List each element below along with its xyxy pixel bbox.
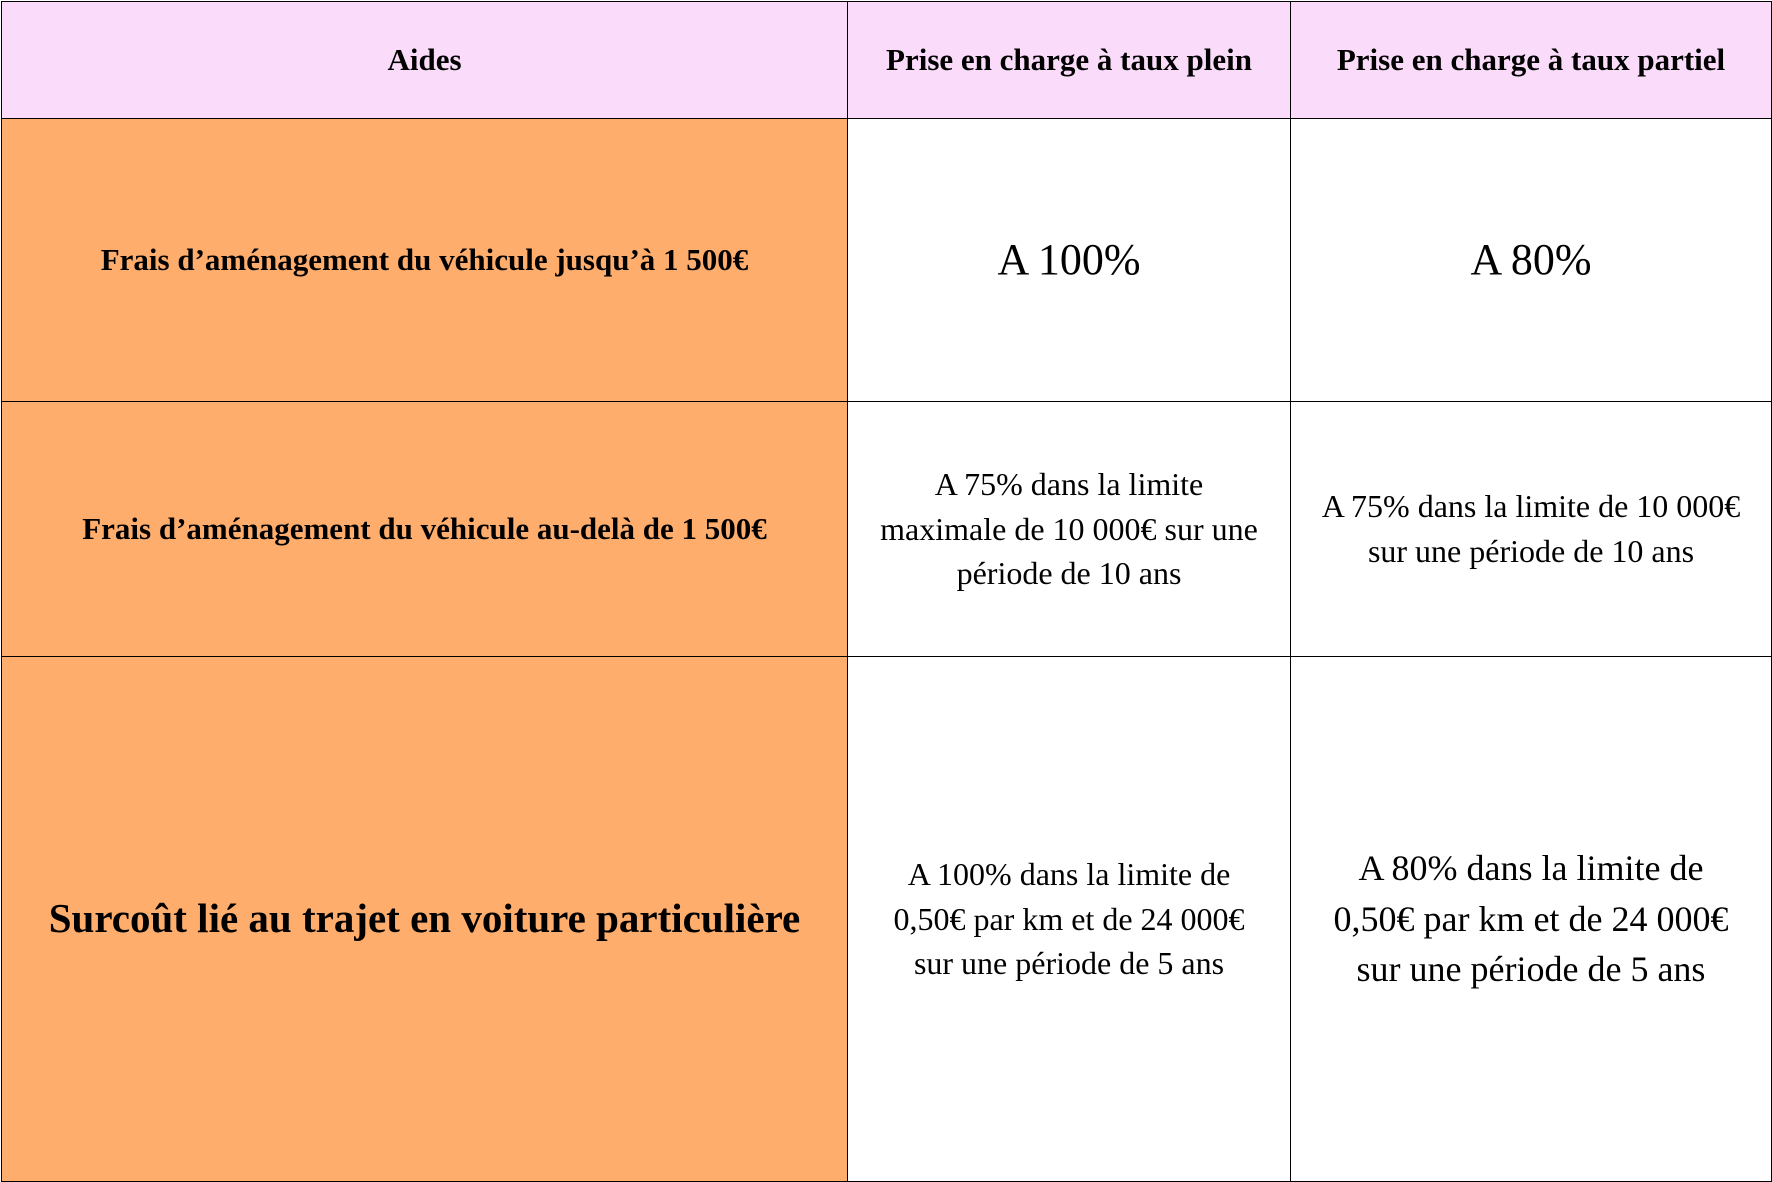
cell-taux-plein: A 100% xyxy=(848,119,1291,402)
row-label-surcout-trajet: Surcoût lié au trajet en voiture particulière xyxy=(2,657,848,1182)
header-row xyxy=(2,2,1772,119)
table-row xyxy=(2,119,1772,402)
cell-taux-plein: A 100% dans la limite de 0,50€ par km et de 24 000€ sur une période de 5 ans xyxy=(848,657,1291,1182)
aid-table xyxy=(1,1,1772,1182)
header-taux-plein: Prise en charge à taux plein xyxy=(848,2,1291,119)
cell-taux-partiel: A 75% dans la limite de 10 000€ sur une période de 10 ans xyxy=(1291,402,1772,657)
table-row xyxy=(2,657,1772,1182)
row-label-amenagement-au-dela-1500: Frais d’aménagement du véhicule au-delà de 1 500€ xyxy=(2,402,848,657)
cell-taux-partiel: A 80% xyxy=(1291,119,1772,402)
header-aides: Aides xyxy=(2,2,848,119)
header-taux-partiel: Prise en charge à taux partiel xyxy=(1291,2,1772,119)
cell-taux-plein: A 75% dans la limite maximale de 10 000€ sur une période de 10 ans xyxy=(848,402,1291,657)
row-label-amenagement-jusqu-1500: Frais d’aménagement du véhicule jusqu’à 1 500€ xyxy=(2,119,848,402)
table-row xyxy=(2,402,1772,657)
cell-taux-partiel: A 80% dans la limite de 0,50€ par km et de 24 000€ sur une période de 5 ans xyxy=(1291,657,1772,1182)
